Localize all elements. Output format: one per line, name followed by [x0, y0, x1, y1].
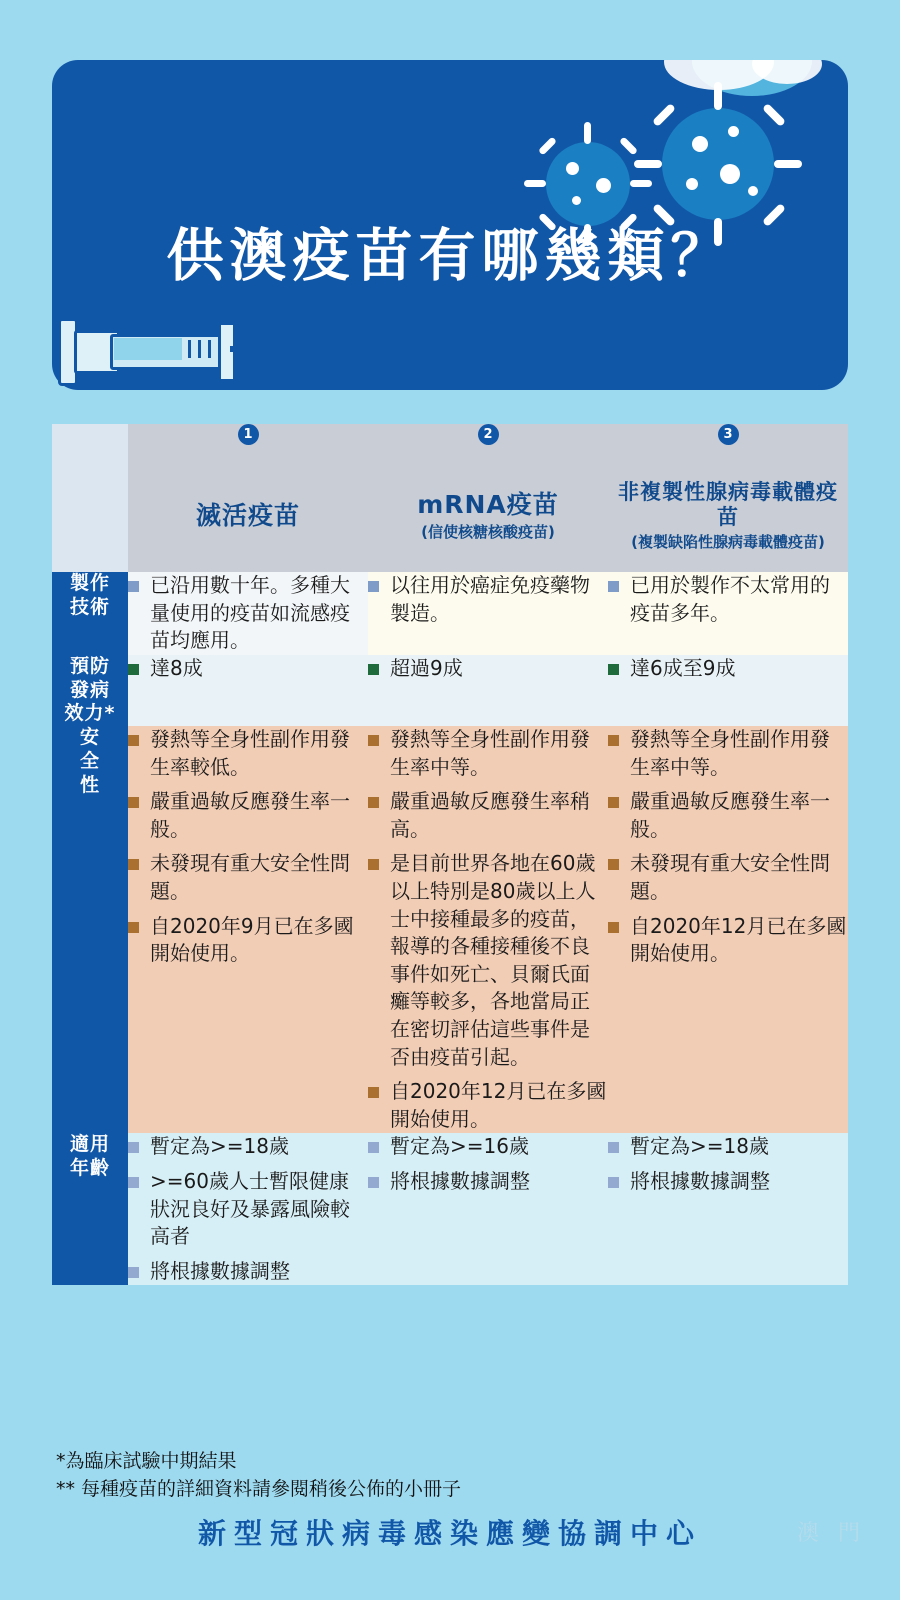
list-item: 超過9成 — [368, 655, 608, 683]
table-row-age — [52, 1133, 848, 1285]
vaccine-comparison-table — [52, 424, 848, 1285]
cell-safety-mrna — [368, 726, 608, 1133]
column-number-badge: 3 — [718, 424, 739, 445]
column-number-badge: 2 — [478, 424, 499, 445]
list-item: 是目前世界各地在60歲以上特別是80歲以上人士中接種最多的疫苗，報導的各種接種後不良事件如死亡、貝爾氏面癱等較多，各地當局正在密切評估這些事件是否由疫苗引起。 — [368, 850, 608, 1071]
column-number-cell — [128, 424, 368, 460]
column-subtitle: (複製缺陷性腺病毒載體疫苗) — [631, 533, 825, 552]
column-header-viral-vector — [608, 460, 848, 572]
list-item: 將根據數據調整 — [368, 1168, 608, 1196]
cell-technology-viral-vector — [608, 572, 848, 655]
list-item: 自2020年9月已在多國開始使用。 — [128, 913, 368, 968]
footer-organization: 新型冠狀病毒感染應變協調中心 — [197, 1517, 702, 1550]
column-number-badge: 1 — [238, 424, 259, 445]
row-label-age: 適用 年齡 — [52, 1133, 128, 1285]
column-subtitle: (信使核糖核酸疫苗) — [421, 523, 555, 542]
cell-age-inactivated — [128, 1133, 368, 1285]
list-item: 嚴重過敏反應發生率一般。 — [608, 788, 848, 843]
cell-safety-viral-vector — [608, 726, 848, 1133]
cell-efficacy-viral-vector — [608, 655, 848, 726]
footnotes — [56, 1448, 856, 1503]
corner-cell — [52, 424, 128, 460]
column-title: 滅活疫苗 — [195, 501, 300, 530]
cell-age-viral-vector — [608, 1133, 848, 1285]
list-item: 達8成 — [128, 655, 368, 683]
row-label-efficacy: 預防 發病 效力* — [52, 655, 128, 726]
table-row-safety — [52, 726, 848, 1133]
column-title: 非複製性腺病毒載體疫苗 — [618, 479, 838, 530]
syringe-icon — [48, 300, 308, 390]
cell-technology-mrna — [368, 572, 608, 655]
list-item: 未發現有重大安全性問題。 — [608, 850, 848, 905]
column-header-mrna — [368, 460, 608, 572]
footnote-2: ** 每種疫苗的詳細資料請參閱稍後公佈的小冊子 — [56, 1477, 462, 1500]
table-row-technology — [52, 572, 848, 655]
column-header-inactivated — [128, 460, 368, 572]
table-row-efficacy — [52, 655, 848, 726]
column-number-cell — [368, 424, 608, 460]
table-header-row — [52, 460, 848, 572]
footnote-1: *為臨床試驗中期結果 — [56, 1450, 237, 1472]
list-item: 暫定為>=18歲 — [128, 1133, 368, 1161]
row-label-technology: 製作 技術 — [52, 572, 128, 655]
list-item: 自2020年12月已在多國開始使用。 — [368, 1078, 608, 1133]
corner-cell — [52, 460, 128, 572]
list-item: 將根據數據調整 — [128, 1258, 368, 1286]
column-number-cell — [608, 424, 848, 460]
watermark: 澳 門 — [797, 1521, 866, 1546]
list-item: 發熱等全身性副作用發生率較低。 — [128, 726, 368, 781]
list-item: 以往用於癌症免疫藥物製造。 — [368, 572, 608, 627]
list-item: 嚴重過敏反應發生率一般。 — [128, 788, 368, 843]
list-item: 發熱等全身性副作用發生率中等。 — [368, 726, 608, 781]
list-item: 已用於製作不太常用的疫苗多年。 — [608, 572, 848, 627]
cell-efficacy-mrna — [368, 655, 608, 726]
list-item: 發熱等全身性副作用發生率中等。 — [608, 726, 848, 781]
list-item: 暫定為>=16歲 — [368, 1133, 608, 1161]
list-item: 暫定為>=18歲 — [608, 1133, 848, 1161]
page-title: 供澳疫苗有哪幾類？ — [166, 223, 734, 289]
cell-technology-inactivated — [128, 572, 368, 655]
list-item: 將根據數據調整 — [608, 1168, 848, 1196]
cell-age-mrna — [368, 1133, 608, 1285]
list-item: >=60歲人士暫限健康狀況良好及暴露風險較高者 — [128, 1168, 368, 1251]
row-label-safety: 安 全 性 — [52, 726, 128, 1133]
list-item: 未發現有重大安全性問題。 — [128, 850, 368, 905]
list-item: 自2020年12月已在多國開始使用。 — [608, 913, 848, 968]
list-item: 已沿用數十年。多種大量使用的疫苗如流感疫苗均應用。 — [128, 572, 368, 655]
list-item: 達6成至9成 — [608, 655, 848, 683]
cell-safety-inactivated — [128, 726, 368, 1133]
table-number-row — [52, 424, 848, 460]
list-item: 嚴重過敏反應發生率稍高。 — [368, 788, 608, 843]
column-title: mRNA疫苗 — [417, 490, 559, 520]
cell-efficacy-inactivated — [128, 655, 368, 726]
